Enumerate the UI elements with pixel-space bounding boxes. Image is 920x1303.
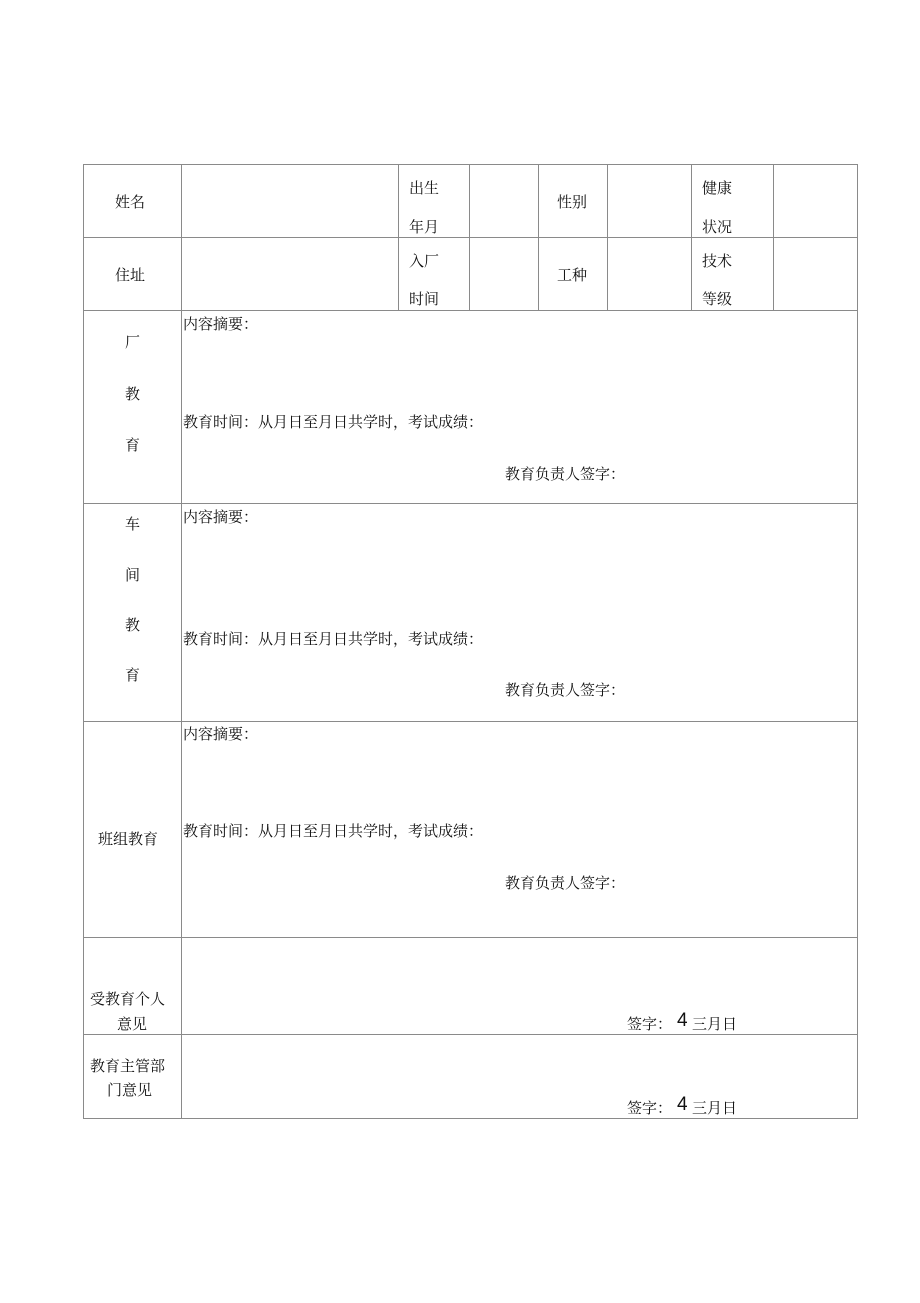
factory-education-time-line: 教育时间：从月日至月日共学时，考试成绩： [183, 413, 484, 431]
workshop-signature-label: 教育负责人签字： [505, 681, 626, 699]
department-sign-number: 4 [677, 1094, 688, 1115]
skill-value-cell[interactable] [774, 238, 857, 310]
trainee-opinion-cell[interactable] [182, 938, 857, 1034]
workshop-education-label-char: 教 [125, 616, 141, 634]
name-value-cell[interactable] [182, 165, 398, 237]
birth-label-line2: 年月 [409, 218, 440, 236]
health-label-line2: 状况 [702, 218, 733, 236]
row-divider [83, 310, 858, 311]
gender-label: 性别 [557, 193, 588, 211]
row-divider [83, 503, 858, 504]
team-education-time-line: 教育时间：从月日至月日共学时，考试成绩： [183, 822, 484, 840]
department-opinion-cell[interactable] [182, 1035, 857, 1118]
entry-label-line2: 时间 [409, 290, 440, 308]
health-label-line1: 健康 [702, 179, 733, 197]
trainee-opinion-label-line1: 受教育个人 [90, 990, 166, 1008]
address-value-cell[interactable] [182, 238, 398, 310]
column-divider [538, 164, 539, 311]
department-opinion-label-line1: 教育主管部 [90, 1057, 166, 1075]
job-label: 工种 [557, 266, 588, 284]
gender-value-cell[interactable] [608, 165, 691, 237]
workshop-education-label-char: 育 [125, 666, 141, 684]
table-border-bottom [83, 1118, 858, 1119]
department-sign-date: 三月日 [692, 1099, 738, 1117]
department-sign-label: 签字： [627, 1099, 673, 1117]
column-divider [691, 164, 692, 311]
table-border-right [857, 164, 858, 1119]
job-value-cell[interactable] [608, 238, 691, 310]
department-opinion-label-line2: 门意见 [107, 1081, 153, 1099]
skill-label-line1: 技术 [702, 252, 733, 270]
table-border-left [83, 164, 84, 1119]
trainee-sign-label: 签字： [627, 1015, 673, 1033]
workshop-education-label-char: 车 [125, 515, 141, 533]
skill-label-line2: 等级 [702, 290, 733, 308]
factory-summary-label: 内容摘要： [183, 315, 259, 333]
address-label: 住址 [115, 266, 146, 284]
workshop-education-label-char: 间 [125, 566, 141, 584]
health-value-cell[interactable] [774, 165, 857, 237]
team-signature-label: 教育负责人签字： [505, 874, 626, 892]
factory-education-label-char: 教 [125, 385, 141, 403]
column-divider [398, 164, 399, 311]
birth-label-line1: 出生 [409, 179, 440, 197]
entry-label-line1: 入厂 [409, 252, 440, 270]
birth-value-cell[interactable] [470, 165, 538, 237]
factory-education-label-char: 厂 [125, 333, 141, 351]
team-summary-label: 内容摘要： [183, 725, 259, 743]
trainee-sign-number: 4 [677, 1010, 688, 1031]
workshop-summary-label: 内容摘要： [183, 508, 259, 526]
name-label: 姓名 [115, 193, 146, 211]
trainee-opinion-label-line2: 意见 [117, 1015, 148, 1033]
factory-signature-label: 教育负责人签字： [505, 465, 626, 483]
row-divider [83, 721, 858, 722]
trainee-sign-date: 三月日 [692, 1015, 738, 1033]
entry-value-cell[interactable] [470, 238, 538, 310]
workshop-education-time-line: 教育时间：从月日至月日共学时，考试成绩： [183, 630, 484, 648]
team-education-label: 班组教育 [98, 830, 159, 848]
factory-education-label-char: 育 [125, 436, 141, 454]
